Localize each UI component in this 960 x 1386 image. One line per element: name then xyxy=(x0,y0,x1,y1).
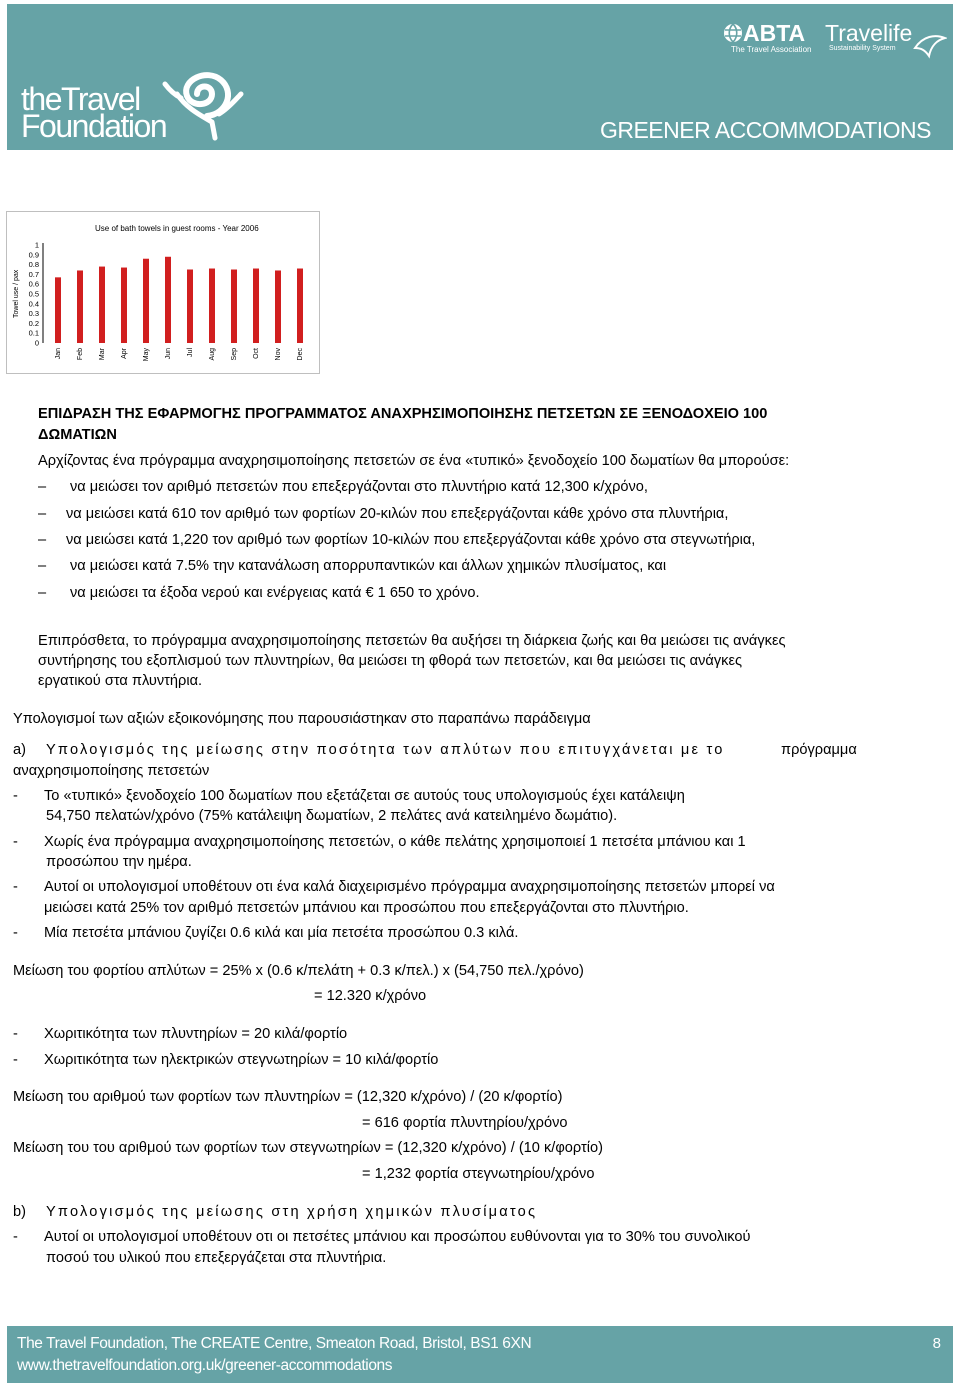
x-tick-label: Jan xyxy=(55,348,62,360)
footer-website-link[interactable]: www.thetravelfoundation.org.uk/greener-accommodations xyxy=(17,1357,393,1374)
org-name-line2: Foundation xyxy=(21,108,167,144)
x-tick-label: Dec xyxy=(297,348,304,361)
x-tick-label: May xyxy=(143,348,150,362)
x-tick-label: Nov xyxy=(275,348,282,361)
bullet-marker: - xyxy=(13,1229,18,1245)
x-tick-label: Oct xyxy=(253,348,260,359)
paragraph-line: εργατικού στα πλυντήρια. xyxy=(38,673,203,689)
equation-result: = 616 φορτία πλυντηρίου/χρόνο xyxy=(362,1115,568,1131)
bullet-marker: - xyxy=(13,1052,18,1068)
bullet-marker: - xyxy=(13,925,18,941)
paragraph-line: συντήρησης του εξοπλισμού των πλυντηρίων, θα μειώσει τη φθορά των πετσετών, και θα μειώσει τις ανάγκες xyxy=(38,653,742,669)
chart-bar xyxy=(77,270,83,343)
dash-marker: – xyxy=(38,558,47,574)
dash-marker: – xyxy=(38,479,47,495)
x-tick-label: Feb xyxy=(77,348,84,361)
bullet-marker: - xyxy=(13,788,18,804)
section-a-heading-end: πρόγραμμα xyxy=(781,742,857,758)
bullet-text: Χωριτικότητα των ηλεκτρικών στεγνωτηρίων = 10 κιλά/φορτίο xyxy=(44,1052,439,1068)
section-a-heading-line2: αναχρησιμοποίησης πετσετών xyxy=(13,763,210,779)
paragraph-line: Επιπρόσθετα, το πρόγραμμα αναχρησιμοποίησης πετσετών θα αυξήσει τη διάρκεια ζωής και θα μειώσει τις ανάγκες xyxy=(38,633,786,649)
bullet-marker: - xyxy=(13,879,18,895)
x-tick-label: Mar xyxy=(99,348,106,361)
y-tick-label: 0.1 xyxy=(28,328,39,338)
intro-text: Αρχίζοντας ένα πρόγραμμα αναχρησιμοποίησης πετσετών σε ένα «τυπικό» ξενοδοχείο 100 δωματίων θα μπορούσε: xyxy=(38,453,790,469)
chart-title: Use of bath towels in guest rooms - Year 2006 xyxy=(95,224,259,233)
bullet-text: Χωριτικότητα των πλυντηρίων = 20 κιλά/φορτίο xyxy=(44,1026,348,1042)
dash-marker: – xyxy=(38,585,47,601)
x-tick-label: Jun xyxy=(165,348,172,360)
dash-marker: – xyxy=(38,506,47,522)
bullet-text: ποσού του υλικού που επεξεργάζεται στα πλυντήρια. xyxy=(46,1250,387,1266)
section-b-label: b) xyxy=(13,1204,26,1220)
x-tick-label: Sep xyxy=(231,348,238,361)
bullet-text: Αυτοί οι υπολογισμοί υποθέτουν οτι οι πετσέτες μπάνιου και προσώπου ευθύνονται για το 30% του συνολικού xyxy=(44,1229,751,1245)
travelife-name: Travelife xyxy=(825,20,913,46)
chart-bar xyxy=(165,257,171,343)
equation-line: Μείωση του αριθμού των φορτίων των πλυντηρίων = (12,320 κ/χρόνο) / (20 κ/φορτίο) xyxy=(13,1089,563,1105)
travelife-subtitle: Sustainability System xyxy=(829,45,896,52)
chart-bar xyxy=(297,269,303,343)
chart-bar xyxy=(253,269,259,343)
dash-item: να μειώσει κατά 610 τον αριθμό των φορτίων 20-κιλών που επεξεργάζονται κάθε χρόνο στα πλυντήρια, xyxy=(66,506,729,522)
bullet-text: Αυτοί οι υπολογισμοί υποθέτουν οτι ένα καλά διαχειρισμένο πρόγραμμα αναχρησιμοποίησης πετσετών μπορεί να xyxy=(44,879,775,895)
equation-line: Μείωση του του αριθμού των φορτίων των στεγνωτηρίων = (12,320 κ/χρόνο) / (10 κ/φορτίο) xyxy=(13,1140,603,1156)
page-footer xyxy=(7,1326,953,1383)
bird-icon xyxy=(913,30,947,60)
chart-bar xyxy=(231,270,237,344)
bullet-marker: - xyxy=(13,834,18,850)
y-tick-label: 0 xyxy=(34,338,39,348)
heading-line-1: ΕΠΙΔΡΑΣΗ ΤΗΣ ΕΦΑΡΜΟΓΗΣ ΠΡΟΓΡΑΜΜΑΤΟΣ ΑΝΑΧΡΗΣΙΜΟΠΟΙΗΣΗΣ ΠΕΤΣΕΤΩΝ ΣΕ ΞΕΝΟΔΟΧΕΙΟ 100 xyxy=(38,406,768,422)
chart-bar xyxy=(187,270,193,344)
dash-item: να μειώσει κατά 7.5% την κατανάλωση απορρυπαντικών και άλλων χημικών πλυσίματος, και xyxy=(70,558,667,574)
equation-result: = 1,232 φορτία στεγνωτηρίου/χρόνο xyxy=(362,1166,595,1182)
y-tick-label: 0.9 xyxy=(28,250,39,260)
heading-line-2: ΔΩΜΑΤΙΩΝ xyxy=(38,427,117,443)
y-tick-label: 0.3 xyxy=(28,309,39,319)
bullet-text: μειώσει κατά 25% τον αριθμό πετσετών μπάνιου και προσώπου που επεξεργάζονται στο πλυντήριο. xyxy=(44,900,689,916)
abta-subtitle: The Travel Association xyxy=(731,45,812,54)
equation-line: Μείωση του φορτίου απλύτων = 25% x (0.6 κ/πελάτη + 0.3 κ/πελ.) x (54,750 πελ./χρόνο) xyxy=(13,963,584,979)
towel-use-chart xyxy=(6,211,320,374)
bullet-text: Μία πετσέτα μπάνιου ζυγίζει 0.6 κιλά και μία πετσέτα προσώπου 0.3 κιλά. xyxy=(44,925,519,941)
chart-bar xyxy=(121,268,127,343)
abta-logo xyxy=(723,21,811,54)
globe-icon xyxy=(723,23,743,43)
y-axis-label: Towel use / pax xyxy=(13,269,20,318)
chart-bar xyxy=(209,269,215,343)
section-a-heading: Υπολογισμός της μείωσης στην ποσότητα των απλύτων που επιτυγχάνεται με το xyxy=(46,742,725,758)
dash-item: να μειώσει τα έξοδα νερού και ενέργειας κατά € 1 650 το χρόνο. xyxy=(70,585,480,601)
chart-bar xyxy=(275,270,281,343)
equation-result: = 12.320 κ/χρόνο xyxy=(314,988,427,1004)
x-tick-label: Apr xyxy=(121,348,128,359)
section-a-label: a) xyxy=(13,742,26,758)
y-tick-label: 0.5 xyxy=(28,289,39,299)
page-header xyxy=(7,4,953,150)
footer-address: The Travel Foundation, The CREATE Centre, Smeaton Road, Bristol, BS1 6XN xyxy=(17,1335,532,1352)
x-tick-label: Aug xyxy=(209,348,216,361)
y-tick-label: 0.8 xyxy=(28,260,39,270)
y-tick-label: 0.2 xyxy=(28,318,39,328)
dash-item: να μειώσει κατά 1,220 τον αριθμό των φορτίων 10-κιλών που επεξεργάζονται κάθε χρόνο στα στεγνωτήρια, xyxy=(66,532,756,548)
chart-bar xyxy=(99,267,105,343)
travelife-logo xyxy=(825,21,912,52)
abta-name: ABTA xyxy=(743,20,806,46)
bullet-text: Το «τυπικό» ξενοδοχείο 100 δωματίων που εξετάζεται σε αυτούς τους υπολογισμούς έχει κατάλειψη xyxy=(44,788,685,804)
chart-bar xyxy=(143,259,149,343)
travel-foundation-wordmark xyxy=(21,81,167,144)
section-title: GREENER ACCOMMODATIONS xyxy=(599,117,931,143)
dash-item: να μειώσει τον αριθμό πετσετών που επεξεργάζονται στο πλυντήριο κατά 12,300 κ/χρόνο, xyxy=(70,479,648,495)
chart-svg xyxy=(7,212,319,373)
bullet-text: Χωρίς ένα πρόγραμμα αναχρησιμοποίησης πετσετών, ο κάθε πελάτης χρησιμοποιεί 1 πετσέτα μπάνιου και 1 xyxy=(44,834,746,850)
org-name-line1: theTravel xyxy=(21,81,140,117)
y-tick-label: 0.4 xyxy=(28,299,39,309)
dash-marker: – xyxy=(38,532,47,548)
bullet-text: 54,750 πελατών/χρόνο (75% κατάλειψη δωματίων, 2 πελάτες ανά κατειλημένο δωμάτιο). xyxy=(46,808,618,824)
bullet-marker: - xyxy=(13,1026,18,1042)
travel-foundation-logo-icon xyxy=(157,54,247,144)
y-tick-label: 0.6 xyxy=(28,279,39,289)
bullet-text: προσώπου την ημέρα. xyxy=(46,854,192,870)
section-b-heading: Υπολογισμός της μείωσης στη χρήση χημικών πλυσίματος xyxy=(46,1204,538,1220)
y-tick-label: 0.7 xyxy=(28,269,39,279)
y-tick-label: 1 xyxy=(34,240,39,250)
page-number: 8 xyxy=(932,1335,941,1352)
chart-bar xyxy=(55,277,61,343)
x-tick-label: Jul xyxy=(187,348,194,357)
calculations-intro: Υπολογισμοί των αξιών εξοικονόμησης που παρουσιάστηκαν στο παραπάνω παράδειγμα xyxy=(13,711,591,727)
